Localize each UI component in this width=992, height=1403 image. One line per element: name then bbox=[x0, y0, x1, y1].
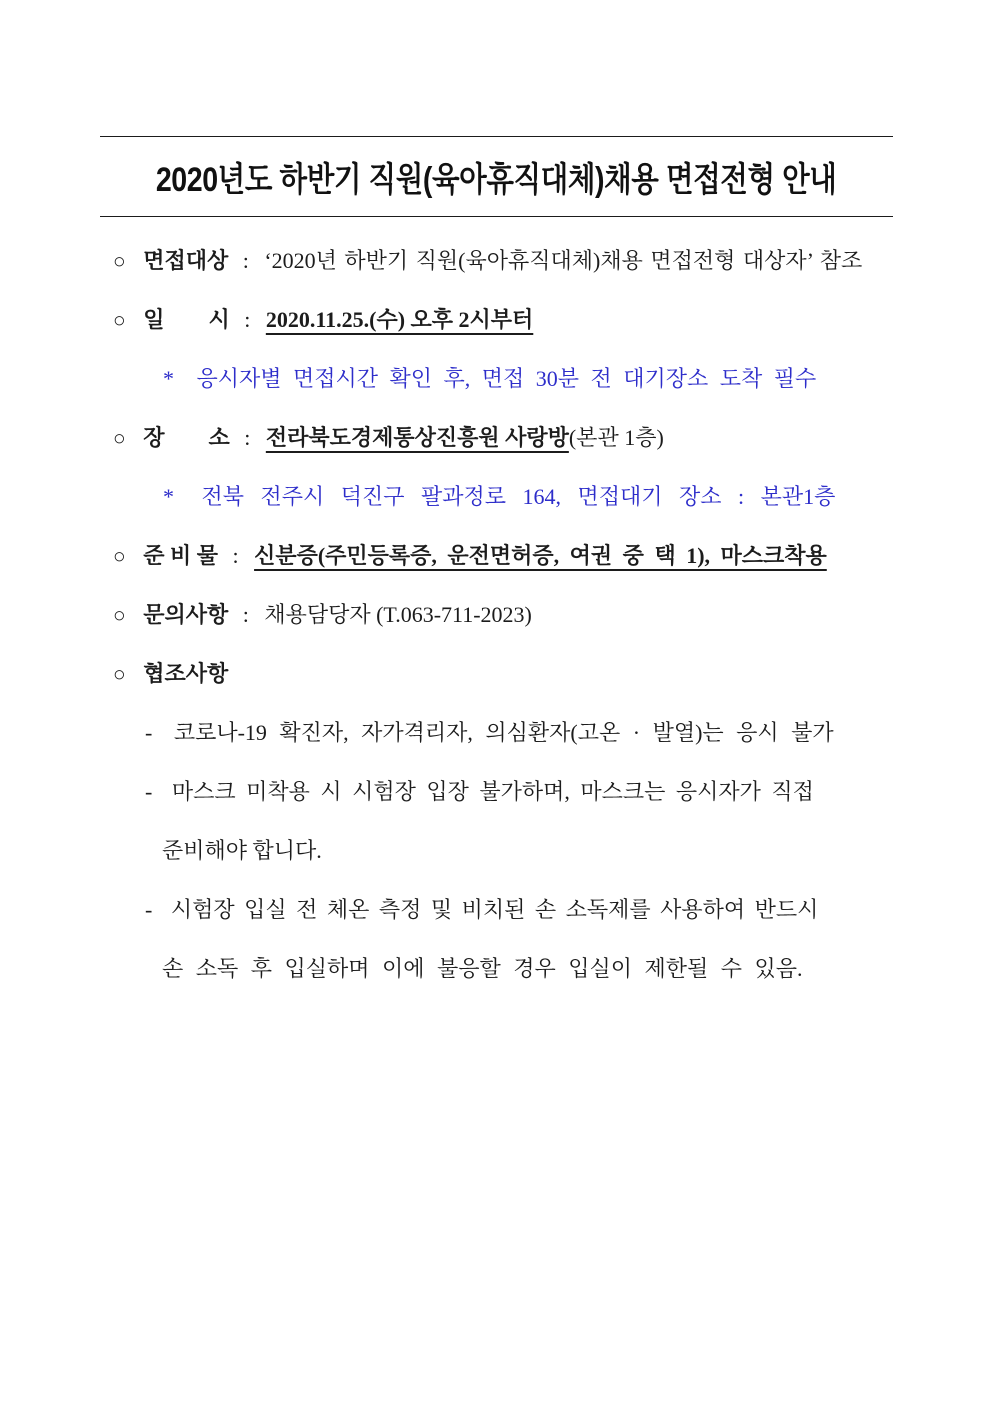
dash-marker: - bbox=[145, 720, 153, 745]
field-label-interview-target: 면접대상 bbox=[143, 248, 229, 273]
field-value-place-main: 전라북도경제통상진흥원 사랑방 bbox=[265, 425, 569, 450]
document-body bbox=[100, 243, 893, 987]
field-colon: : bbox=[244, 425, 251, 450]
field-label-supplies: 준 비 물 bbox=[143, 543, 218, 568]
field-label-cooperation: 협조사항 bbox=[143, 661, 229, 686]
circle-bullet-icon: ○ bbox=[113, 544, 126, 568]
field-datetime bbox=[100, 302, 893, 338]
field-contact bbox=[100, 597, 893, 633]
cooperation-item-text: 준비해야 합니다. bbox=[162, 838, 322, 863]
dash-marker: - bbox=[145, 779, 153, 804]
field-colon: : bbox=[242, 248, 249, 273]
field-value-datetime: 2020.11.25.(수) 오후 2시부터 bbox=[265, 307, 534, 332]
note-datetime bbox=[100, 361, 893, 397]
circle-bullet-icon: ○ bbox=[113, 308, 126, 332]
field-value-place-rest: (본관 1층) bbox=[568, 425, 664, 450]
note-place-text: 전북 전주시 덕진구 팔과정로 164, 면접대기 장소 : 본관1층 bbox=[201, 484, 836, 509]
page-title-text: 2020년도 하반기 직원(육아휴직대체)채용 면접전형 안내 bbox=[156, 161, 837, 199]
dash-marker: - bbox=[145, 897, 153, 922]
cooperation-item bbox=[100, 774, 893, 810]
field-colon: : bbox=[244, 307, 251, 332]
cooperation-item-continuation bbox=[100, 833, 893, 869]
cooperation-item-text: 손 소독 후 입실하며 이에 불응할 경우 입실이 제한될 수 있음. bbox=[162, 956, 803, 981]
title-rule-bottom bbox=[100, 216, 893, 217]
circle-bullet-icon: ○ bbox=[113, 603, 126, 627]
field-value-contact: 채용담당자 (T.063-711-2023) bbox=[264, 602, 532, 627]
field-supplies bbox=[100, 538, 893, 574]
cooperation-item bbox=[100, 892, 893, 928]
circle-bullet-icon: ○ bbox=[113, 662, 126, 686]
cooperation-item-continuation bbox=[100, 951, 893, 987]
cooperation-item-text: 코로나-19 확진자, 자가격리자, 의심환자(고온 · 발열)는 응시 불가 bbox=[173, 720, 834, 745]
field-cooperation bbox=[100, 656, 893, 692]
circle-bullet-icon: ○ bbox=[113, 249, 126, 273]
asterisk-marker: * bbox=[163, 484, 174, 509]
cooperation-item-text: 시험장 입실 전 체온 측정 및 비치된 손 소독제를 사용하여 반드시 bbox=[170, 897, 819, 922]
cooperation-item bbox=[100, 715, 893, 751]
field-label-contact: 문의사항 bbox=[143, 602, 229, 627]
page-title bbox=[100, 137, 893, 216]
field-colon: : bbox=[232, 543, 239, 568]
field-label-datetime: 일 시 bbox=[143, 307, 230, 332]
field-interview-target bbox=[100, 243, 893, 279]
note-place bbox=[100, 479, 893, 515]
field-colon: : bbox=[242, 602, 249, 627]
cooperation-item-text: 마스크 미착용 시 시험장 입장 불가하며, 마스크는 응시자가 직접 bbox=[171, 779, 814, 804]
circle-bullet-icon: ○ bbox=[113, 426, 126, 450]
field-place bbox=[100, 420, 893, 456]
asterisk-marker: * bbox=[163, 366, 174, 391]
note-datetime-text: 응시자별 면접시간 확인 후, 면접 30분 전 대기장소 도착 필수 bbox=[196, 366, 817, 391]
field-value-interview-target: ‘2020년 하반기 직원(육아휴직대체)채용 면접전형 대상자’ 참조 bbox=[264, 248, 863, 273]
field-value-supplies: 신분증(주민등록증, 운전면허증, 여권 중 택 1), 마스크착용 bbox=[254, 543, 827, 568]
field-label-place: 장 소 bbox=[143, 425, 230, 450]
title-block bbox=[100, 136, 893, 217]
